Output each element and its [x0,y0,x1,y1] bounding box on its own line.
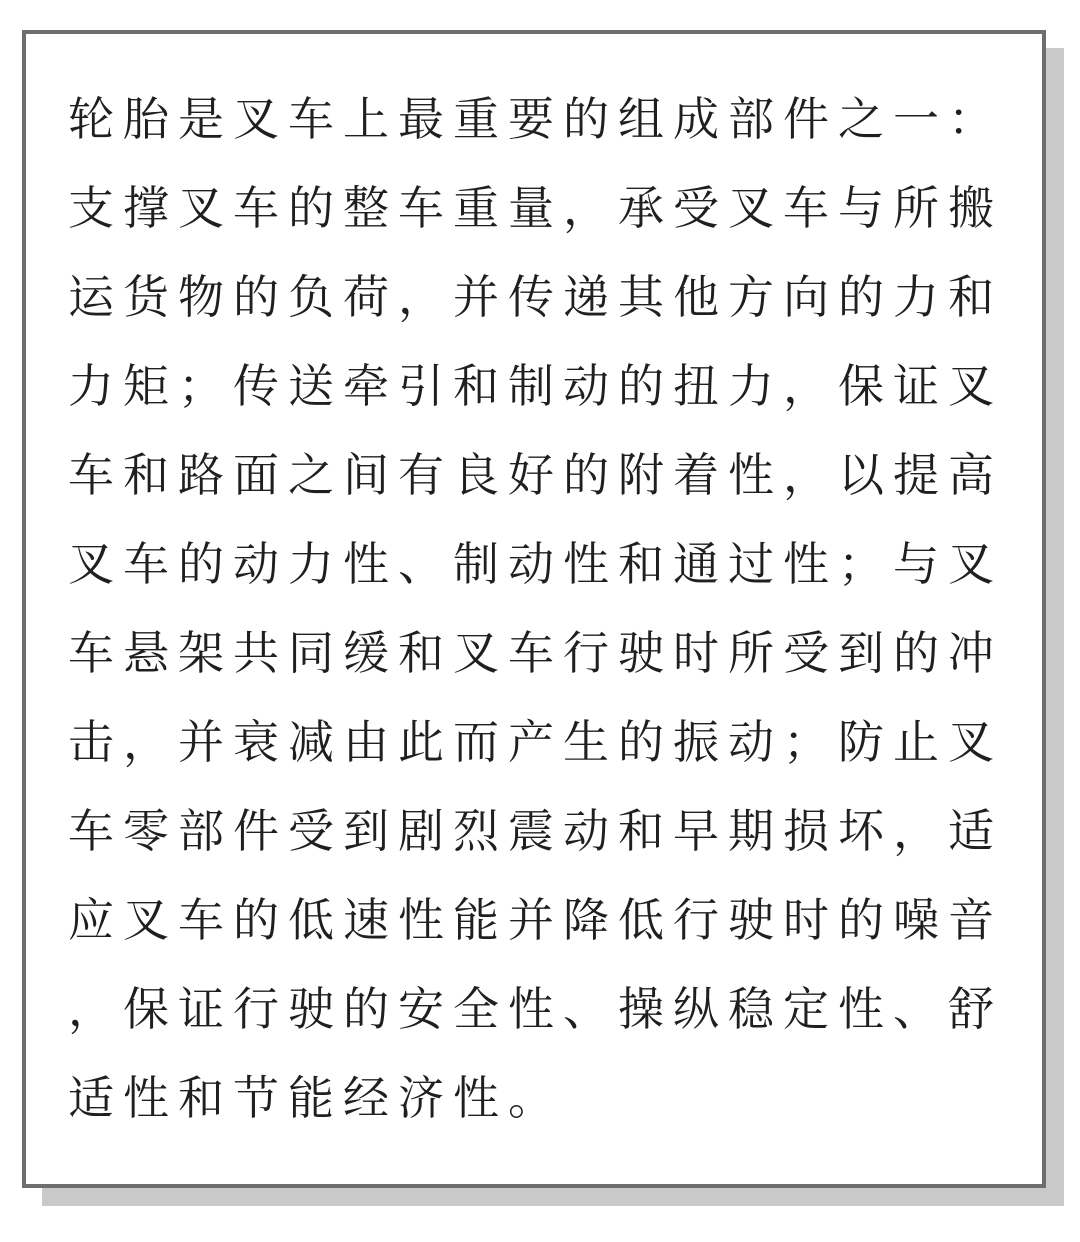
text-line: 叉车的动力性、制动性和通过性；与叉 [68,537,1003,591]
text-line: 车和路面之间有良好的附着性，以提高 [68,448,1003,502]
text-line: 击，并衰减由此而产生的振动；防止叉 [68,715,1003,769]
paragraph [68,75,1013,1143]
text-line: 支撑叉车的整车重量，承受叉车与所搬 [68,181,1003,235]
text-line: 轮胎是叉车上最重要的组成部件之一： [68,92,1003,146]
text-line: 应叉车的低速性能并降低行驶时的噪音 [68,893,1003,947]
text-line: ，保证行驶的安全性、操纵稳定性、舒 [68,982,1003,1036]
text-card [22,30,1046,1188]
text-line: 运货物的负荷，并传递其他方向的力和 [68,270,1003,324]
text-line: 车悬架共同缓和叉车行驶时所受到的冲 [68,626,1003,680]
text-line: 力矩；传送牵引和制动的扭力，保证叉 [68,359,1003,413]
text-line: 车零部件受到剧烈震动和早期损坏，适 [68,804,1003,858]
text-line: 适性和节能经济性。 [68,1071,563,1125]
